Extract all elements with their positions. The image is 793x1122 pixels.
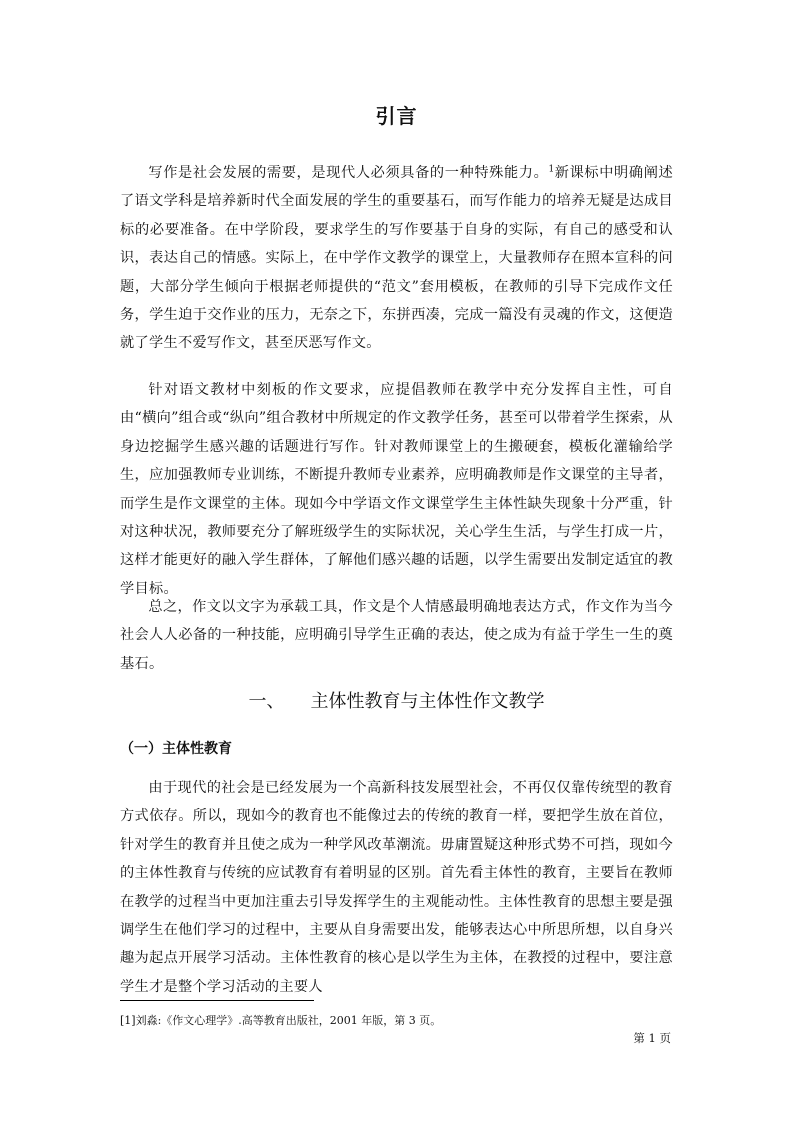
intro-paragraph-1: [120, 159, 673, 358]
section-number: 一、: [248, 691, 285, 712]
footnote-reference[interactable]: 1: [548, 164, 555, 175]
footnote: [1]刘淼:《作文心理学》.高等教育出版社，2001 年版，第 3 页。: [120, 1014, 442, 1027]
intro-paragraph-2: 针对语文教材中刻板的作文要求，应提倡教师在教学中充分发挥自主性，可自由“横向”组合或“纵向”组合教材中所规定的作文教学任务，甚至可以带着学生探索，从身边挖掘学生感兴趣的话题进行写作。针对教师课堂上的生搬硬套，模板化灌输给学生，应加强教师专业训练，不断提升教师专业素养，应明确教师是作文课堂的主导者，而学生是作文课堂的主体。现如今中学语文作文课堂学生主体性缺失现象十分严重，针对这种状况，教师要充分了解班级学生的实际状况，关心学生生活，与学生打成一片，这样才能更好的融入学生群体，了解他们感兴趣的话题，以学生需要出发制定适宜的教学目标。: [120, 382, 673, 597]
intro-paragraph-1-text-b: 新课标中明确阐述了语文学科是培养新时代全面发展的学生的重要基石，而写作能力的培养无疑是达成目标的必要准备。在中学阶段，要求学生的写作要基于自身的实际，有自己的感受和认识，表达自己的情感。实际上，在中学作文教学的课堂上，大量教师存在照本宣科的问题，大部分学生倾向于根据老师提供的“范文”套用模板，在教师的引导下完成作文任务，学生迫于交作业的压力，无奈之下，东拼西凑，完成一篇没有灵魂的作文，这便造就了学生不爱写作文，甚至厌恶写作文。: [120, 165, 673, 352]
section-heading: [0, 687, 793, 713]
intro-paragraph-1-text-a: 写作是社会发展的需要，是现代人必须具备的一种特殊能力。: [148, 165, 549, 181]
subsection-paragraph-1: 由于现代的社会是已经发展为一个高新科技发展型社会，不再仅仅靠传统型的教育方式依存。所以，现如今的教育也不能像过去的传统的教育一样，要把学生放在首位，针对学生的教育并且使之成为一种学风改革潮流。毋庸置疑这种形式势不可挡，现如今的主体性教育与传统的应试教育有着明显的区别。首先看主体性的教育，主要旨在教师在教学的过程当中更加注重去引导发挥学生的主观能动性。主体性教育的思想主要是强调学生在他们学习的过程中，主要从自身需要出发，能够表达心中所思所想，以自身兴趣为起点开展学习活动。主体性教育的核心是以学生为主体，在教授的过程中，要注意学生才是整个学习活动的主要人: [120, 780, 673, 995]
subsection-heading: （一）主体性教育: [120, 741, 232, 757]
page-number: 第 1 页: [633, 1031, 671, 1045]
page-title: 引言: [375, 104, 418, 128]
intro-paragraph-3: 总之，作文以文字为承载工具，作文是个人情感最明确地表达方式，作文作为当今社会人人必备的一种技能，应明确引导学生正确的表达，使之成为有益于学生一生的奠基石。: [120, 599, 673, 672]
footnote-divider: [120, 1000, 314, 1001]
section-title: 主体性教育与主体性作文教学: [310, 691, 545, 712]
